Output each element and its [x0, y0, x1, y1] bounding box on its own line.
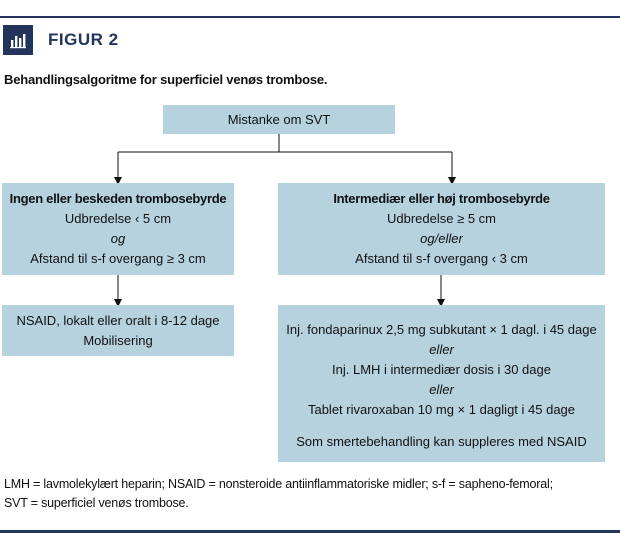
- bottom-rule: [0, 530, 620, 533]
- low-burden-distance: Afstand til s-f overgang ≥ 3 cm: [30, 251, 206, 266]
- low-burden-connector: og: [110, 231, 126, 246]
- bar-chart-icon-glyph: [9, 31, 27, 49]
- high-burden-heading: Intermediær eller høj trombosebyrde: [333, 191, 550, 206]
- low-burden-node: [2, 183, 234, 275]
- high-burden-distance: Afstand til s-f overgang ‹ 3 cm: [355, 251, 528, 266]
- start-node-label: Mistanke om SVT: [227, 111, 331, 127]
- start-node: [163, 105, 395, 134]
- low-burden-treatment-mobilisation: Mobilisering: [83, 332, 153, 348]
- figure-subtitle: Behandlingsalgoritme for superficiel venøs trombose.: [4, 72, 328, 87]
- bar-chart-icon: [3, 25, 33, 55]
- high-burden-connector: og/eller: [420, 231, 463, 246]
- top-rule: [0, 16, 620, 18]
- treatment-rivaroxaban: Tablet rivaroxaban 10 mg × 1 dagligt i 45 dage: [307, 401, 576, 417]
- treatment-fondaparinux: Inj. fondaparinux 2,5 mg subkutant × 1 dagl. i 45 dage: [286, 321, 597, 337]
- treatment-lmh: Inj. LMH i intermediær dosis i 30 dage: [332, 361, 551, 377]
- footnote-line-2: SVT = superficiel venøs trombose.: [4, 496, 189, 510]
- treatment-or-1: eller: [429, 341, 454, 357]
- figure-label: FIGUR 2: [48, 30, 119, 49]
- low-burden-heading: Ingen eller beskeden trombosebyrde: [9, 191, 227, 206]
- high-burden-node: [278, 183, 605, 275]
- low-burden-treatment-node: [2, 305, 234, 356]
- high-burden-extent: Udbredelse ≥ 5 cm: [386, 211, 496, 226]
- low-burden-extent: Udbredelse ‹ 5 cm: [64, 211, 172, 226]
- treatment-nsaid-note: Som smertebehandling kan suppleres med NSAID: [296, 433, 587, 449]
- footnote-line-1: LMH = lavmolekylært heparin; NSAID = nonsteroide antiinflammatoriske midler; s-f = sapheno-femoral;: [4, 477, 553, 491]
- treatment-or-2: eller: [429, 381, 454, 397]
- low-burden-treatment-nsaid: NSAID, lokalt eller oralt i 8-12 dage: [16, 312, 220, 328]
- footnote: [4, 475, 614, 513]
- high-burden-treatment-node: [278, 305, 605, 462]
